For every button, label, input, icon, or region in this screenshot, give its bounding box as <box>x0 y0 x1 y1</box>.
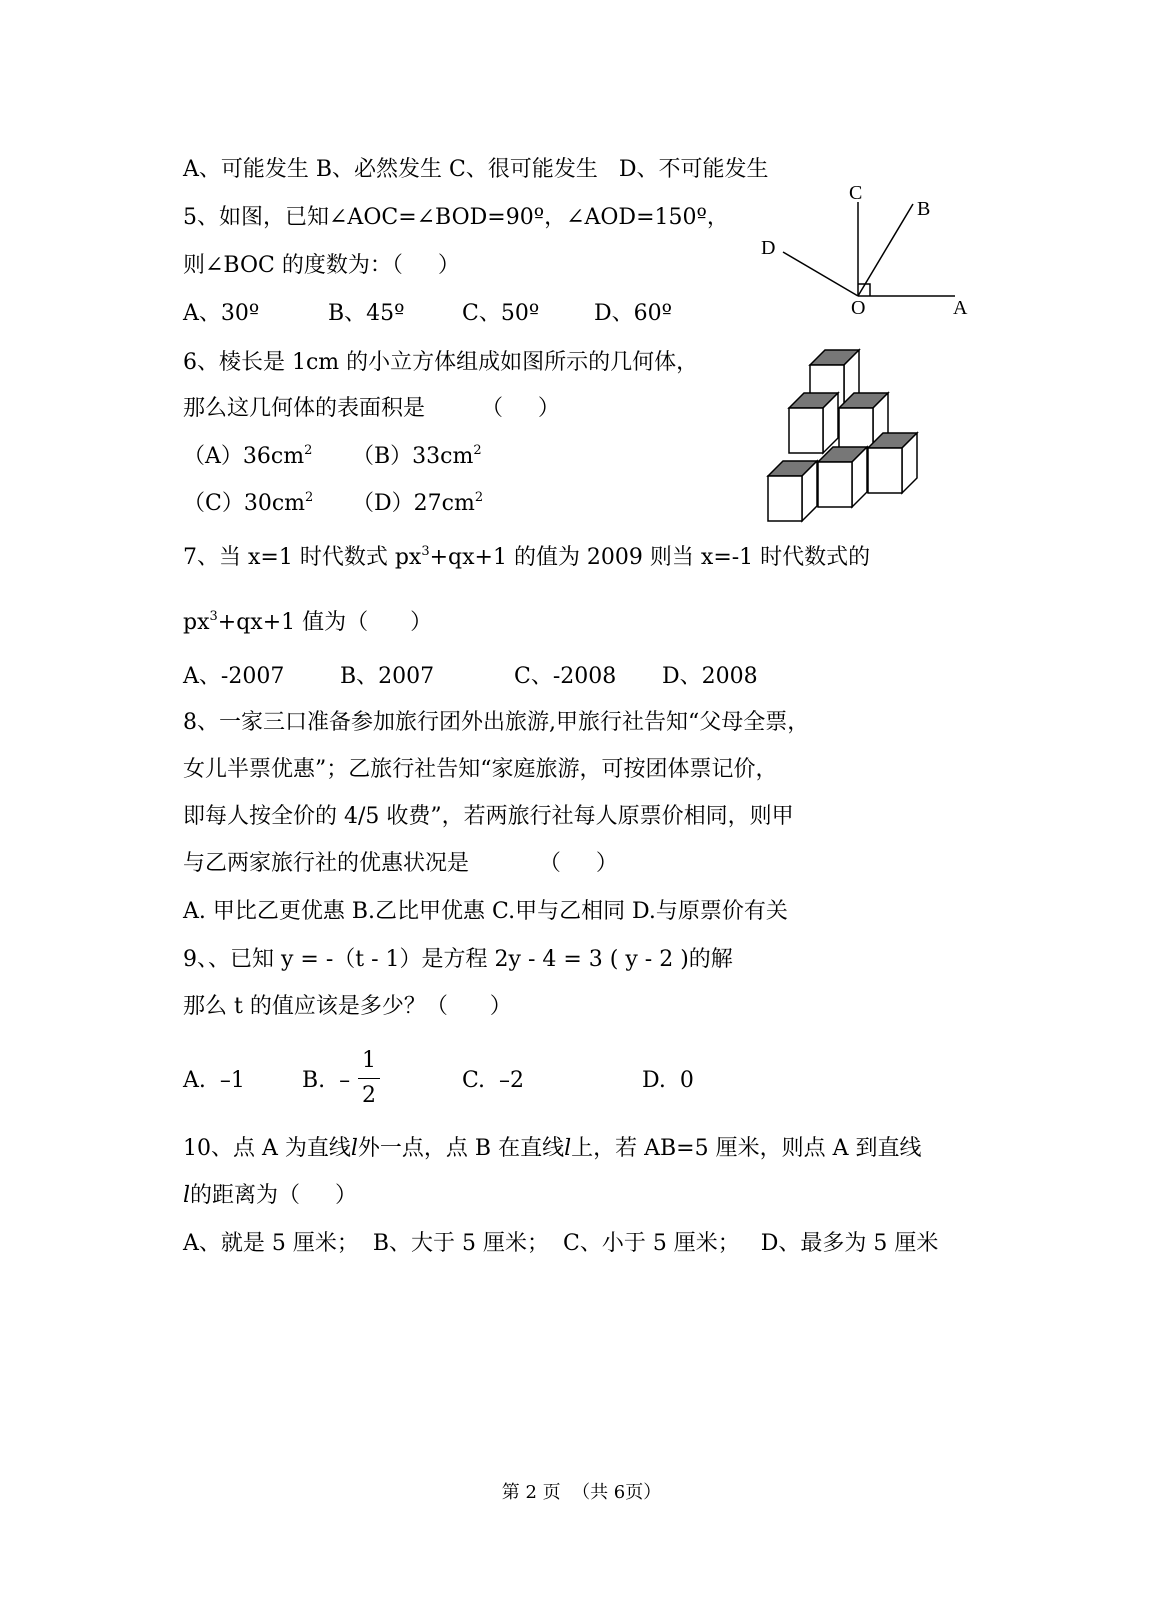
q6-stem-line1: 6、棱长是 1cm 的小立方体组成如图所示的几何体， <box>183 350 699 375</box>
ray-ob <box>858 204 913 296</box>
label-b: B <box>917 198 931 220</box>
q8-stem-line3: 即每人按全价的 4/5 收费”，若两旅行社每人原票价相同，则甲 <box>183 804 794 829</box>
q9-option-c: C. –2 <box>462 1068 525 1093</box>
q10-stem-line2: l的距离为（ ） <box>183 1183 358 1208</box>
line-l-symbol: l <box>183 1183 191 1208</box>
q6-option-a: $(A)36cm^2$ <box>183 443 313 469</box>
q10-options: A、就是 5 厘米； B、大于 5 厘米； C、小于 5 厘米； D、最多为 5 厘米 <box>183 1231 939 1256</box>
q7-stem-line2: $px^3+qx+1$ 值为（ ） <box>183 609 433 635</box>
q6-stem-line2: 那么这几何体的表面积是 （ ） <box>183 396 560 421</box>
cube-bottom-left <box>768 461 817 521</box>
q10-stem-line1: 10、点 A 为直线l外一点，点 B 在直线l上，若 AB=5 厘米，则点 A 到直线 <box>183 1136 922 1161</box>
label-c: C <box>849 182 863 204</box>
label-d: D <box>761 237 776 259</box>
q6-option-d: $(D)27cm^2$ <box>352 490 484 516</box>
q9-stem-line2: 那么 t 的值应该是多少？（ ） <box>183 994 512 1019</box>
q6-option-b: $(B)33cm^2$ <box>352 443 482 469</box>
q9-option-b-prefix: B. – <box>302 1068 351 1093</box>
q7-stem-line1: 7、当 x=1 时代数式 $px^3+qx+1$ 的值为 2009 则当 x=-1 时代数式的 <box>183 544 871 570</box>
q5-option-d: D、60º <box>594 301 672 326</box>
fraction-bar <box>358 1078 380 1079</box>
q5-stem-line2: 则∠BOC 的度数为：（ ） <box>183 253 460 278</box>
q9-option-d: D. 0 <box>642 1068 694 1093</box>
label-o: O <box>851 297 866 319</box>
page-footer: 第 2 页 （共 6页） <box>501 1482 662 1503</box>
fraction-numerator: 1 <box>362 1048 376 1073</box>
q7-option-c: C、-2008 <box>514 664 617 689</box>
q4-options: A、可能发生 B、必然发生 C、很可能发生 D、不可能发生 <box>183 157 769 182</box>
q9-option-b-fraction <box>358 1050 380 1107</box>
q5-angle-figure <box>755 180 985 320</box>
q8-stem-line4: 与乙两家旅行社的优惠状况是 （ ） <box>183 851 618 876</box>
q5-option-c: C、50º <box>462 301 540 326</box>
q9-stem-line1: 9、、已知 y = -（t - 1）是方程 2y - 4 = 3 ( y - 2 )的解 <box>183 947 733 972</box>
q5-stem-line1: 5、如图，已知∠AOC=∠BOD=90º，∠AOD=150º， <box>183 205 729 230</box>
q6-option-c: $(C)30cm^2$ <box>183 490 314 516</box>
q8-stem-line2: 女儿半票优惠”；乙旅行社告知“家庭旅游，可按团体票记价， <box>183 757 778 782</box>
q5-option-a: A、30º <box>183 301 260 326</box>
q7-option-a: A、-2007 <box>183 664 285 689</box>
fraction-denominator: 2 <box>362 1083 376 1108</box>
q8-options: A. 甲比乙更优惠 B.乙比甲优惠 C.甲与乙相同 D.与原票价有关 <box>183 899 788 924</box>
q6-cube-figure <box>765 345 935 535</box>
q7-option-b: B、2007 <box>340 664 435 689</box>
q5-option-b: B、45º <box>328 301 405 326</box>
cube-middle-left <box>789 393 838 453</box>
line-l-symbol: l <box>564 1136 572 1161</box>
ray-od <box>783 252 858 296</box>
q7-option-d: D、2008 <box>662 664 758 689</box>
cube-bottom-center <box>818 447 867 507</box>
cube-bottom-right <box>868 433 917 493</box>
q9-option-a: A. –1 <box>183 1068 245 1093</box>
label-a: A <box>953 297 968 319</box>
q8-stem-line1: 8、一家三口准备参加旅行团外出旅游,甲旅行社告知“父母全票， <box>183 710 810 735</box>
line-l-symbol: l <box>350 1136 358 1161</box>
